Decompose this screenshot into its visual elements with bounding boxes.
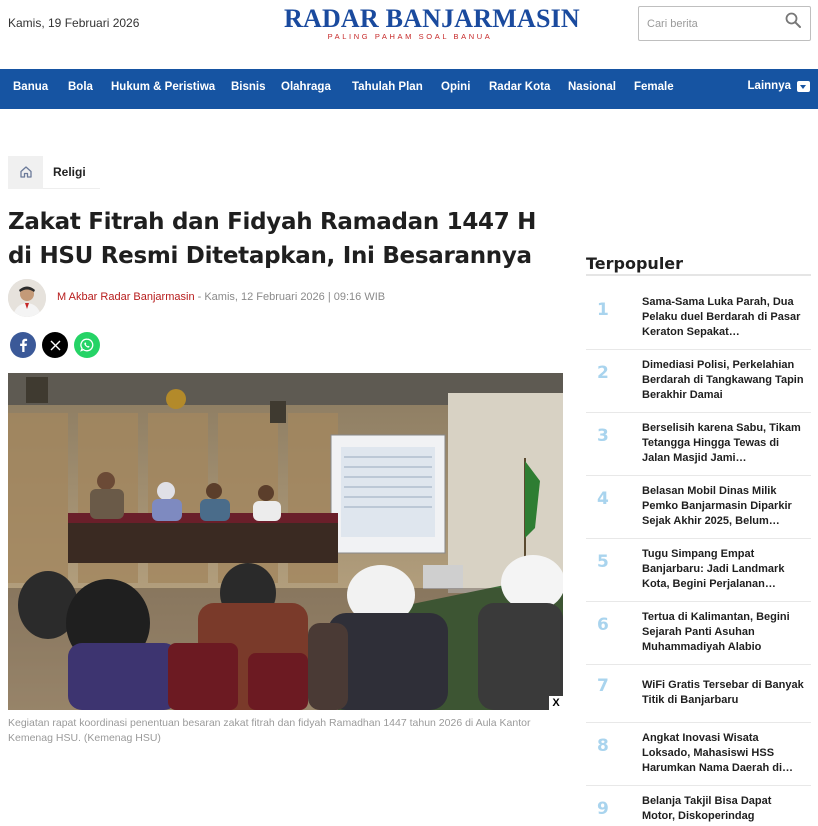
- facebook-icon: [17, 338, 29, 352]
- popular-rank: 6: [597, 615, 609, 635]
- popular-item[interactable]: [586, 288, 811, 350]
- site-logo[interactable]: [284, 4, 580, 41]
- popular-item[interactable]: [586, 350, 811, 413]
- popular-headline[interactable]: Dimediasi Polisi, Perkelahian Berdarah di Tangkawang Tapin Berakhir Damai: [642, 359, 804, 401]
- popular-item[interactable]: [586, 723, 811, 786]
- popular-item[interactable]: [586, 665, 811, 723]
- breadcrumb: [8, 156, 100, 189]
- nav-item-olahraga[interactable]: Olahraga: [281, 81, 331, 93]
- current-date: Kamis, 19 Februari 2026: [8, 16, 140, 30]
- popular-headline[interactable]: Angkat Inovasi Wisata Loksado, Mahasiswi HSS Harumkan Nama Daerah di…: [642, 732, 793, 774]
- chevron-down-icon: [797, 81, 810, 92]
- popular-headline[interactable]: Sama-Sama Luka Parah, Dua Pelaku duel Berdarah di Pasar Keraton Sepakat…: [642, 296, 801, 338]
- popular-headline[interactable]: Belasan Mobil Dinas Milik Pemko Banjarmasin Diparkir Sejak Akhir 2025, Belum…: [642, 485, 792, 527]
- nav-item-hukum-peristiwa[interactable]: Hukum & Peristiwa: [111, 81, 216, 93]
- nav-item-female[interactable]: Female: [634, 81, 674, 93]
- nav-item-nasional[interactable]: Nasional: [568, 81, 616, 93]
- popular-item[interactable]: [586, 476, 811, 539]
- x-twitter-icon: [50, 340, 61, 351]
- share-whatsapp-button[interactable]: [74, 332, 100, 358]
- top-bar: [0, 0, 818, 69]
- popular-rank: 9: [597, 799, 609, 819]
- breadcrumb-home[interactable]: [8, 156, 43, 189]
- home-icon: [19, 165, 33, 179]
- logo-wordmark: RADAR BANJARMASIN: [284, 4, 580, 33]
- publish-date: - Kamis, 12 Februari 2026 | 09:16 WIB: [194, 291, 386, 303]
- popular-rank: 3: [597, 426, 609, 446]
- popular-item[interactable]: [586, 786, 811, 826]
- search-input[interactable]: [647, 15, 777, 33]
- popular-item[interactable]: [586, 539, 811, 602]
- popular-item[interactable]: [586, 602, 811, 665]
- popular-headline[interactable]: WiFi Gratis Tersebar di Banyak Titik di Banjarbaru: [642, 679, 804, 706]
- main-nav: [0, 69, 818, 109]
- popular-rank: 7: [597, 676, 609, 696]
- photo-close-button[interactable]: X: [549, 696, 563, 710]
- article-photo: [8, 373, 563, 710]
- logo-tagline: PALING PAHAM SOAL BANUA: [327, 32, 493, 41]
- popular-headline[interactable]: Tugu Simpang Empat Banjarbaru: Jadi Landmark Kota, Begini Perjalanan…: [642, 548, 785, 590]
- search-icon[interactable]: [784, 11, 802, 29]
- popular-item[interactable]: [586, 413, 811, 476]
- nav-item-opini[interactable]: Opini: [441, 81, 471, 93]
- author-name[interactable]: M Akbar Radar Banjarmasin: [57, 291, 195, 303]
- popular-headline[interactable]: Tertua di Kalimantan, Begini Sejarah Panti Asuhan Muhammadiyah Alabio: [642, 611, 790, 653]
- nav-item-bola[interactable]: Bola: [68, 81, 93, 93]
- nav-more-label: Lainnya: [747, 80, 791, 92]
- photo-caption: Kegiatan rapat koordinasi penentuan besaran zakat fitrah dan fidyah Ramadhan 1447 tahun 2026 di Aula Kantor Kemenag HSU. (Kemenag HSU): [8, 717, 531, 744]
- popular-rank: 8: [597, 736, 609, 756]
- nav-item-radar-kota[interactable]: Radar Kota: [489, 81, 551, 93]
- popular-headline[interactable]: Belanja Takjil Bisa Dapat Motor, Diskoperindag: [642, 795, 772, 822]
- popular-section-title: Terpopuler: [586, 254, 811, 276]
- nav-item-bisnis[interactable]: Bisnis: [231, 81, 266, 93]
- popular-headline[interactable]: Berselisih karena Sabu, Tikam Tetangga Hingga Tewas di Jalan Masjid Jami…: [642, 422, 801, 464]
- article-title: Zakat Fitrah dan Fidyah Ramadan 1447 H di HSU Resmi Ditetapkan, Ini Besarannya: [8, 209, 537, 269]
- popular-rank: 5: [597, 552, 609, 572]
- search-box: [638, 6, 811, 41]
- popular-rank: 2: [597, 363, 609, 383]
- popular-rank: 4: [597, 489, 609, 509]
- popular-rank: 1: [597, 300, 609, 320]
- share-facebook-button[interactable]: [10, 332, 36, 358]
- whatsapp-icon: [80, 338, 94, 352]
- share-x-button[interactable]: [42, 332, 68, 358]
- meeting-photo-illustration: [8, 373, 563, 710]
- nav-more-dropdown[interactable]: [748, 80, 810, 92]
- nav-item-banua[interactable]: Banua: [13, 81, 49, 93]
- byline: [57, 291, 385, 303]
- nav-item-tahulah-plan[interactable]: Tahulah Plan: [352, 81, 423, 93]
- breadcrumb-category[interactable]: Religi: [53, 165, 86, 179]
- author-avatar[interactable]: [8, 279, 46, 317]
